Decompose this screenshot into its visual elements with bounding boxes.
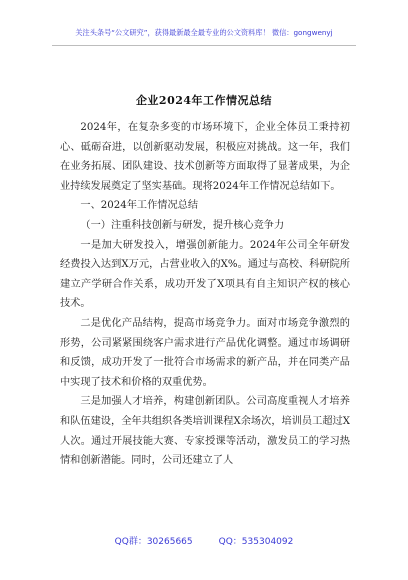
paragraph-intro: 2024年，在复杂多变的市场环境下，企业全体员工秉持初心、砥砺奋进，以创新驱动发展，积极应对挑战。这一年，我们在业务拓展、团队建设、技术创新等方面取得了显著成果，为企业持续发展奠定了坚实基础。现将2024年工作情况总结如下。 <box>60 122 350 192</box>
header-divider <box>52 45 356 46</box>
qq-group-number: QQ群：30265665 <box>114 537 193 547</box>
header-banner: 关注头条号“公文研究”，获得最新最全最专业的公文资料库！ 微信：gongwenyj <box>75 28 333 37</box>
document-body <box>60 118 350 471</box>
paragraph-rnd-investment: 一是加大研发投入，增强创新能力。2024年公司全年研发经费投入达到X万元，占营业收入的X%。通过与高校、科研院所建立产学研合作关系，成功开发了X项具有自主知识产权的核心技术。 <box>60 239 350 310</box>
qq-number: QQ：535304092 <box>218 537 294 547</box>
paragraph-product-structure: 二是优化产品结构，提高市场竞争力。面对市场竞争激烈的形势，公司紧紧围绕客户需求进行产品优化调整。通过市场调研和反馈，成功开发了一批符合市场需求的新产品，并在同类产品中实现了技术和价格的双重优势。 <box>60 317 350 388</box>
subsection-heading: （一）注重科技创新与研发，提升核心竞争力 <box>80 219 285 231</box>
footer-contact <box>0 534 408 547</box>
document-title: 企业2024年工作情况总结 <box>135 94 273 107</box>
section-heading: 一、2024年工作情况总结 <box>80 200 199 212</box>
paragraph-talent-training: 三是加强人才培养，构建创新团队。公司高度重视人才培养和队伍建设，全年共组织各类培训课程X余场次，培训员工超过X人次。通过开展技能大赛、专家授课等活动，激发员工的学习热情和创新潜能。同时，公司还建立了人 <box>60 396 350 467</box>
